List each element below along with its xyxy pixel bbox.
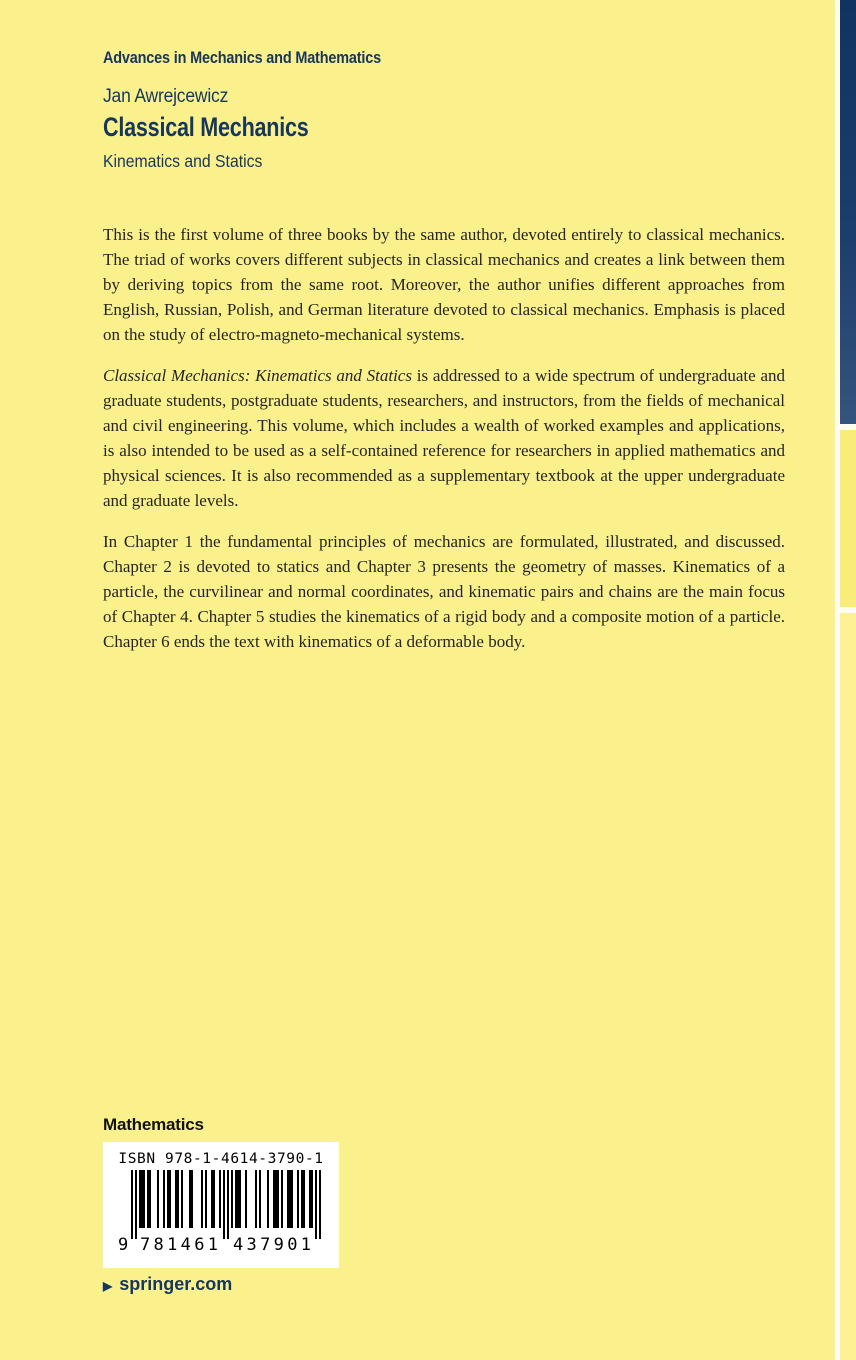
- blurb-paragraph-2-italic-title: Classical Mechanics: Kinematics and Statics: [103, 366, 412, 385]
- blurb-paragraph-2-rest: is addressed to a wide spectrum of undergraduate and graduate students, postgraduate students, researchers, and instructors, from the fields of mechanical and civil engineering. This volume, which includes a wealth of worked examples and applications, is also intended to be used as a self-contained reference for researchers in applied mathematics and physical sciences. It is also recommended as a supplementary textbook at the upper undergraduate and graduate levels.: [103, 366, 786, 510]
- blurb-paragraph-3: In Chapter 1 the fundamental principles of mechanics are formulated, illustrated, and discussed. Chapter 2 is devoted to statics and Chapter 3 presents the geometry of masses. Kinematics of a particle, the curvilinear and normal coordinates, and kinematic pairs and chains are the main focus of Chapter 4. Chapter 5 studies the kinematics of a rigid body and a composite motion of a particle. Chapter 6 ends the text with kinematics of a deformable body.: [103, 532, 785, 651]
- subject-category-label: Mathematics: [103, 1115, 204, 1134]
- barcode-digit-lead: 9: [118, 1235, 129, 1255]
- publisher-line: [103, 1274, 232, 1295]
- spine-yellow-tile-lower: [840, 613, 856, 1360]
- series-title: Advances in Mechanics and Mathematics: [103, 48, 381, 67]
- spine-yellow-tile-upper: [840, 430, 856, 607]
- blurb-paragraph-2: [103, 363, 785, 513]
- ean13-barcode: [117, 1170, 325, 1256]
- spine-rail: [835, 0, 856, 1360]
- isbn-number-label: ISBN 978-1-4614-3790-1: [118, 1151, 324, 1167]
- barcode-digit-group2: 437901: [233, 1235, 311, 1255]
- barcode-digit-group1: 781461: [140, 1235, 218, 1255]
- barcode-bars: [131, 1170, 321, 1239]
- spine-navy-stripe: [840, 0, 856, 424]
- author-name: Jan Awrejcewicz: [103, 86, 229, 107]
- book-title: Classical Mechanics: [103, 112, 309, 142]
- blurb-paragraph-1: This is the first volume of three books by the same author, devoted entirely to classical mechanics. The triad of works covers different subjects in classical mechanics and creates a link between them by deriving topics from the same root. Moreover, the author unifies different approaches from English, Russian, Polish, and German literature devoted to classical mechanics. Emphasis is placed on the study of electro-magneto-mechanical systems.: [103, 225, 785, 344]
- isbn-barcode-box: [103, 1142, 339, 1268]
- back-cover-blurb: [103, 222, 785, 670]
- publisher-domain: springer.com: [119, 1274, 233, 1294]
- book-subtitle: Kinematics and Statics: [103, 151, 263, 171]
- springer-arrow-icon: ▶: [103, 1278, 113, 1293]
